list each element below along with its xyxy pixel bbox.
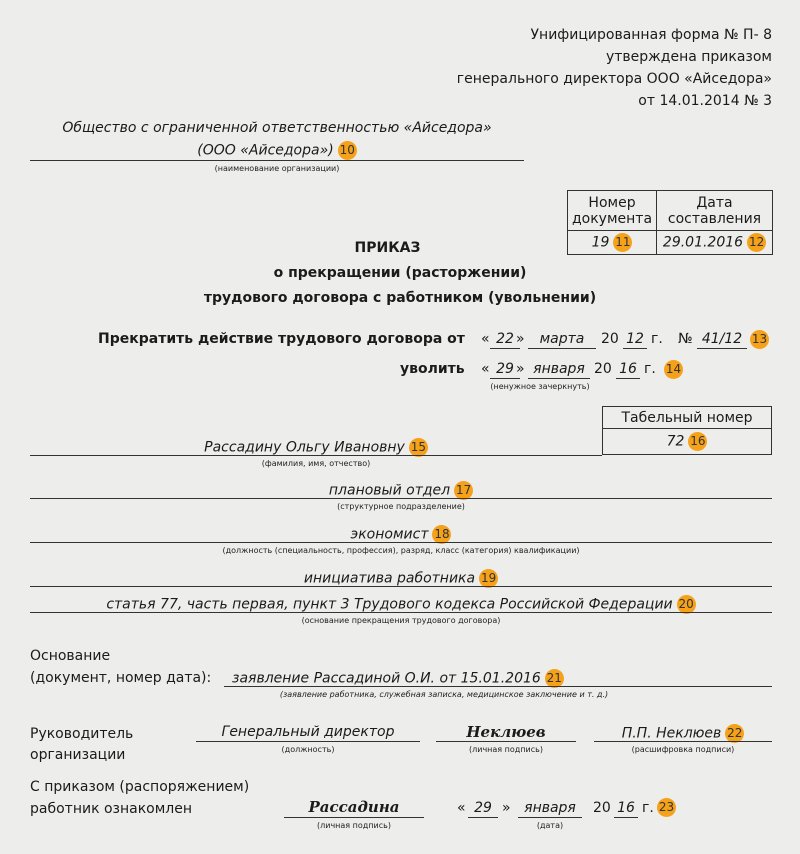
terminate-month: марта	[539, 331, 585, 347]
position-caption: (должность (специальность, профессия), разряд, класс (категория) квалификации)	[222, 546, 580, 555]
position: экономист	[350, 526, 429, 543]
organization-short-name: (ООО «Айседора»)	[197, 142, 334, 159]
employee-name-caption: (фамилия, имя, отчество)	[261, 459, 371, 468]
employee-name-underline	[30, 455, 602, 456]
head-signature: Неклюев	[466, 723, 546, 741]
basis-caption: (заявление работника, служебная записка, медицинское заключение и т. д.)	[279, 690, 609, 699]
form-header-line: Унифицированная форма № П- 8	[530, 27, 772, 43]
terminate-number: 41/12	[701, 331, 743, 347]
year-suffix: г.	[651, 331, 663, 347]
marker-badge: 18	[432, 525, 451, 544]
marker-badge: 22	[725, 724, 744, 743]
basis-label: Основание (документ, номер дата):	[30, 648, 212, 686]
organization-full-name: Общество с ограниченной ответственностью «Айседора»	[62, 120, 492, 136]
day-underline	[468, 817, 498, 818]
head-decoding-underline	[594, 741, 772, 742]
acquainted-label: С приказом (распоряжением) работник ознакомлен	[30, 779, 250, 817]
employee-name: Рассадину Ольгу Ивановну	[204, 439, 405, 456]
year-suffix: г.	[644, 361, 656, 377]
head-label: Руководитель организации	[30, 726, 134, 763]
day-underline	[490, 348, 520, 349]
doc-date-cell	[657, 231, 773, 255]
order-title-sub: трудового договора с работником (увольнении)	[203, 290, 597, 306]
marker-badge: 21	[545, 669, 564, 688]
form-header-line: от 14.01.2014 № 3	[638, 93, 772, 109]
tab-number-cell	[603, 429, 772, 455]
date-caption: (дата)	[536, 821, 564, 830]
dismiss-year: 16	[619, 361, 637, 377]
head-decoding-caption: (расшифровка подписи)	[631, 745, 735, 754]
year-suffix: г.	[642, 800, 654, 816]
acquainted-year: 16	[617, 800, 635, 816]
head-decoding: П.П. Неклюев	[621, 725, 722, 742]
form-header	[457, 24, 772, 112]
month-underline	[528, 378, 590, 379]
order-title-sub: о прекращении (расторжении)	[273, 265, 527, 281]
department-underline	[30, 498, 772, 499]
marker-badge: 19	[479, 569, 498, 588]
department-caption: (структурное подразделение)	[337, 502, 465, 511]
year-prefix: 20	[594, 361, 612, 377]
terminate-year: 12	[626, 331, 644, 347]
head-signature-underline	[436, 741, 576, 742]
number-underline	[697, 348, 747, 349]
quote-open: «	[457, 800, 466, 816]
organization-short-name-row	[30, 141, 524, 160]
position-underline	[30, 542, 772, 543]
quote-close: »	[516, 361, 525, 377]
year-prefix: 20	[601, 331, 619, 347]
grounds-line2-underline	[30, 612, 772, 613]
head-signature-caption: (личная подпись)	[469, 745, 543, 754]
marker-badge: 14	[664, 360, 683, 379]
quote-open: «	[481, 331, 490, 347]
year-underline	[616, 378, 640, 379]
department: плановый отдел	[328, 482, 451, 499]
employee-signature-underline	[284, 817, 424, 818]
marker-badge: 10	[338, 141, 357, 160]
marker-badge: 15	[409, 438, 428, 457]
dismiss-caption: (ненужное зачеркнуть)	[490, 382, 590, 391]
marker-badge: 17	[454, 481, 473, 500]
form-header-line: утверждена приказом	[605, 49, 772, 65]
form-header-line: генерального директора ООО «Айседора»	[456, 71, 772, 87]
marker-badge: 16	[688, 432, 707, 451]
year-underline	[623, 348, 647, 349]
day-underline	[490, 378, 520, 379]
terminate-label: Прекратить действие трудового договора от	[98, 331, 465, 347]
doc-number-header: Номер документа	[568, 191, 657, 231]
grounds-line1-underline	[30, 586, 772, 587]
organization-caption: (наименование организации)	[214, 164, 340, 173]
acquainted-day: 29	[474, 800, 492, 816]
head-position-underline	[196, 741, 420, 742]
tab-number-value: 72	[666, 433, 685, 450]
order-title-main: ПРИКАЗ	[354, 240, 421, 256]
head-position: Генеральный директор	[221, 724, 395, 740]
marker-badge: 12	[747, 233, 766, 252]
doc-date: 29.01.2016	[662, 234, 744, 251]
marker-badge: 23	[657, 798, 676, 817]
doc-number: 19	[591, 234, 610, 251]
order-title	[150, 236, 650, 311]
dismiss-label: уволить	[400, 361, 465, 377]
basis-value: заявление Рассадиной О.И. от 15.01.2016	[232, 670, 541, 687]
quote-open: «	[481, 361, 490, 377]
organization-underline	[30, 160, 524, 161]
employee-signature: Рассадина	[308, 798, 400, 816]
employee-signature-caption: (личная подпись)	[317, 821, 391, 830]
dismiss-month: января	[533, 361, 585, 377]
dismiss-day: 29	[496, 361, 514, 377]
marker-badge: 20	[677, 595, 696, 614]
year-prefix: 20	[593, 800, 611, 816]
number-sign: №	[678, 331, 693, 347]
marker-badge: 13	[750, 330, 769, 349]
quote-close: »	[516, 331, 525, 347]
acquainted-month: января	[524, 800, 576, 816]
grounds-line1: инициатива работника	[303, 570, 476, 587]
terminate-day: 22	[496, 331, 514, 347]
tab-number-header: Табельный номер	[603, 407, 772, 429]
head-position-caption: (должность)	[281, 745, 335, 754]
grounds-caption: (основание прекращения трудового договора)	[301, 616, 501, 625]
quote-close: »	[502, 800, 511, 816]
month-underline	[528, 348, 596, 349]
month-underline	[518, 817, 582, 818]
marker-badge: 11	[613, 233, 632, 252]
grounds-line2: статья 77, часть первая, пункт 3 Трудового кодекса Российской Федерации	[106, 596, 673, 613]
doc-date-header: Дата составления	[657, 191, 773, 231]
tab-number-table	[602, 406, 772, 455]
year-underline	[614, 817, 638, 818]
basis-underline	[224, 686, 772, 687]
